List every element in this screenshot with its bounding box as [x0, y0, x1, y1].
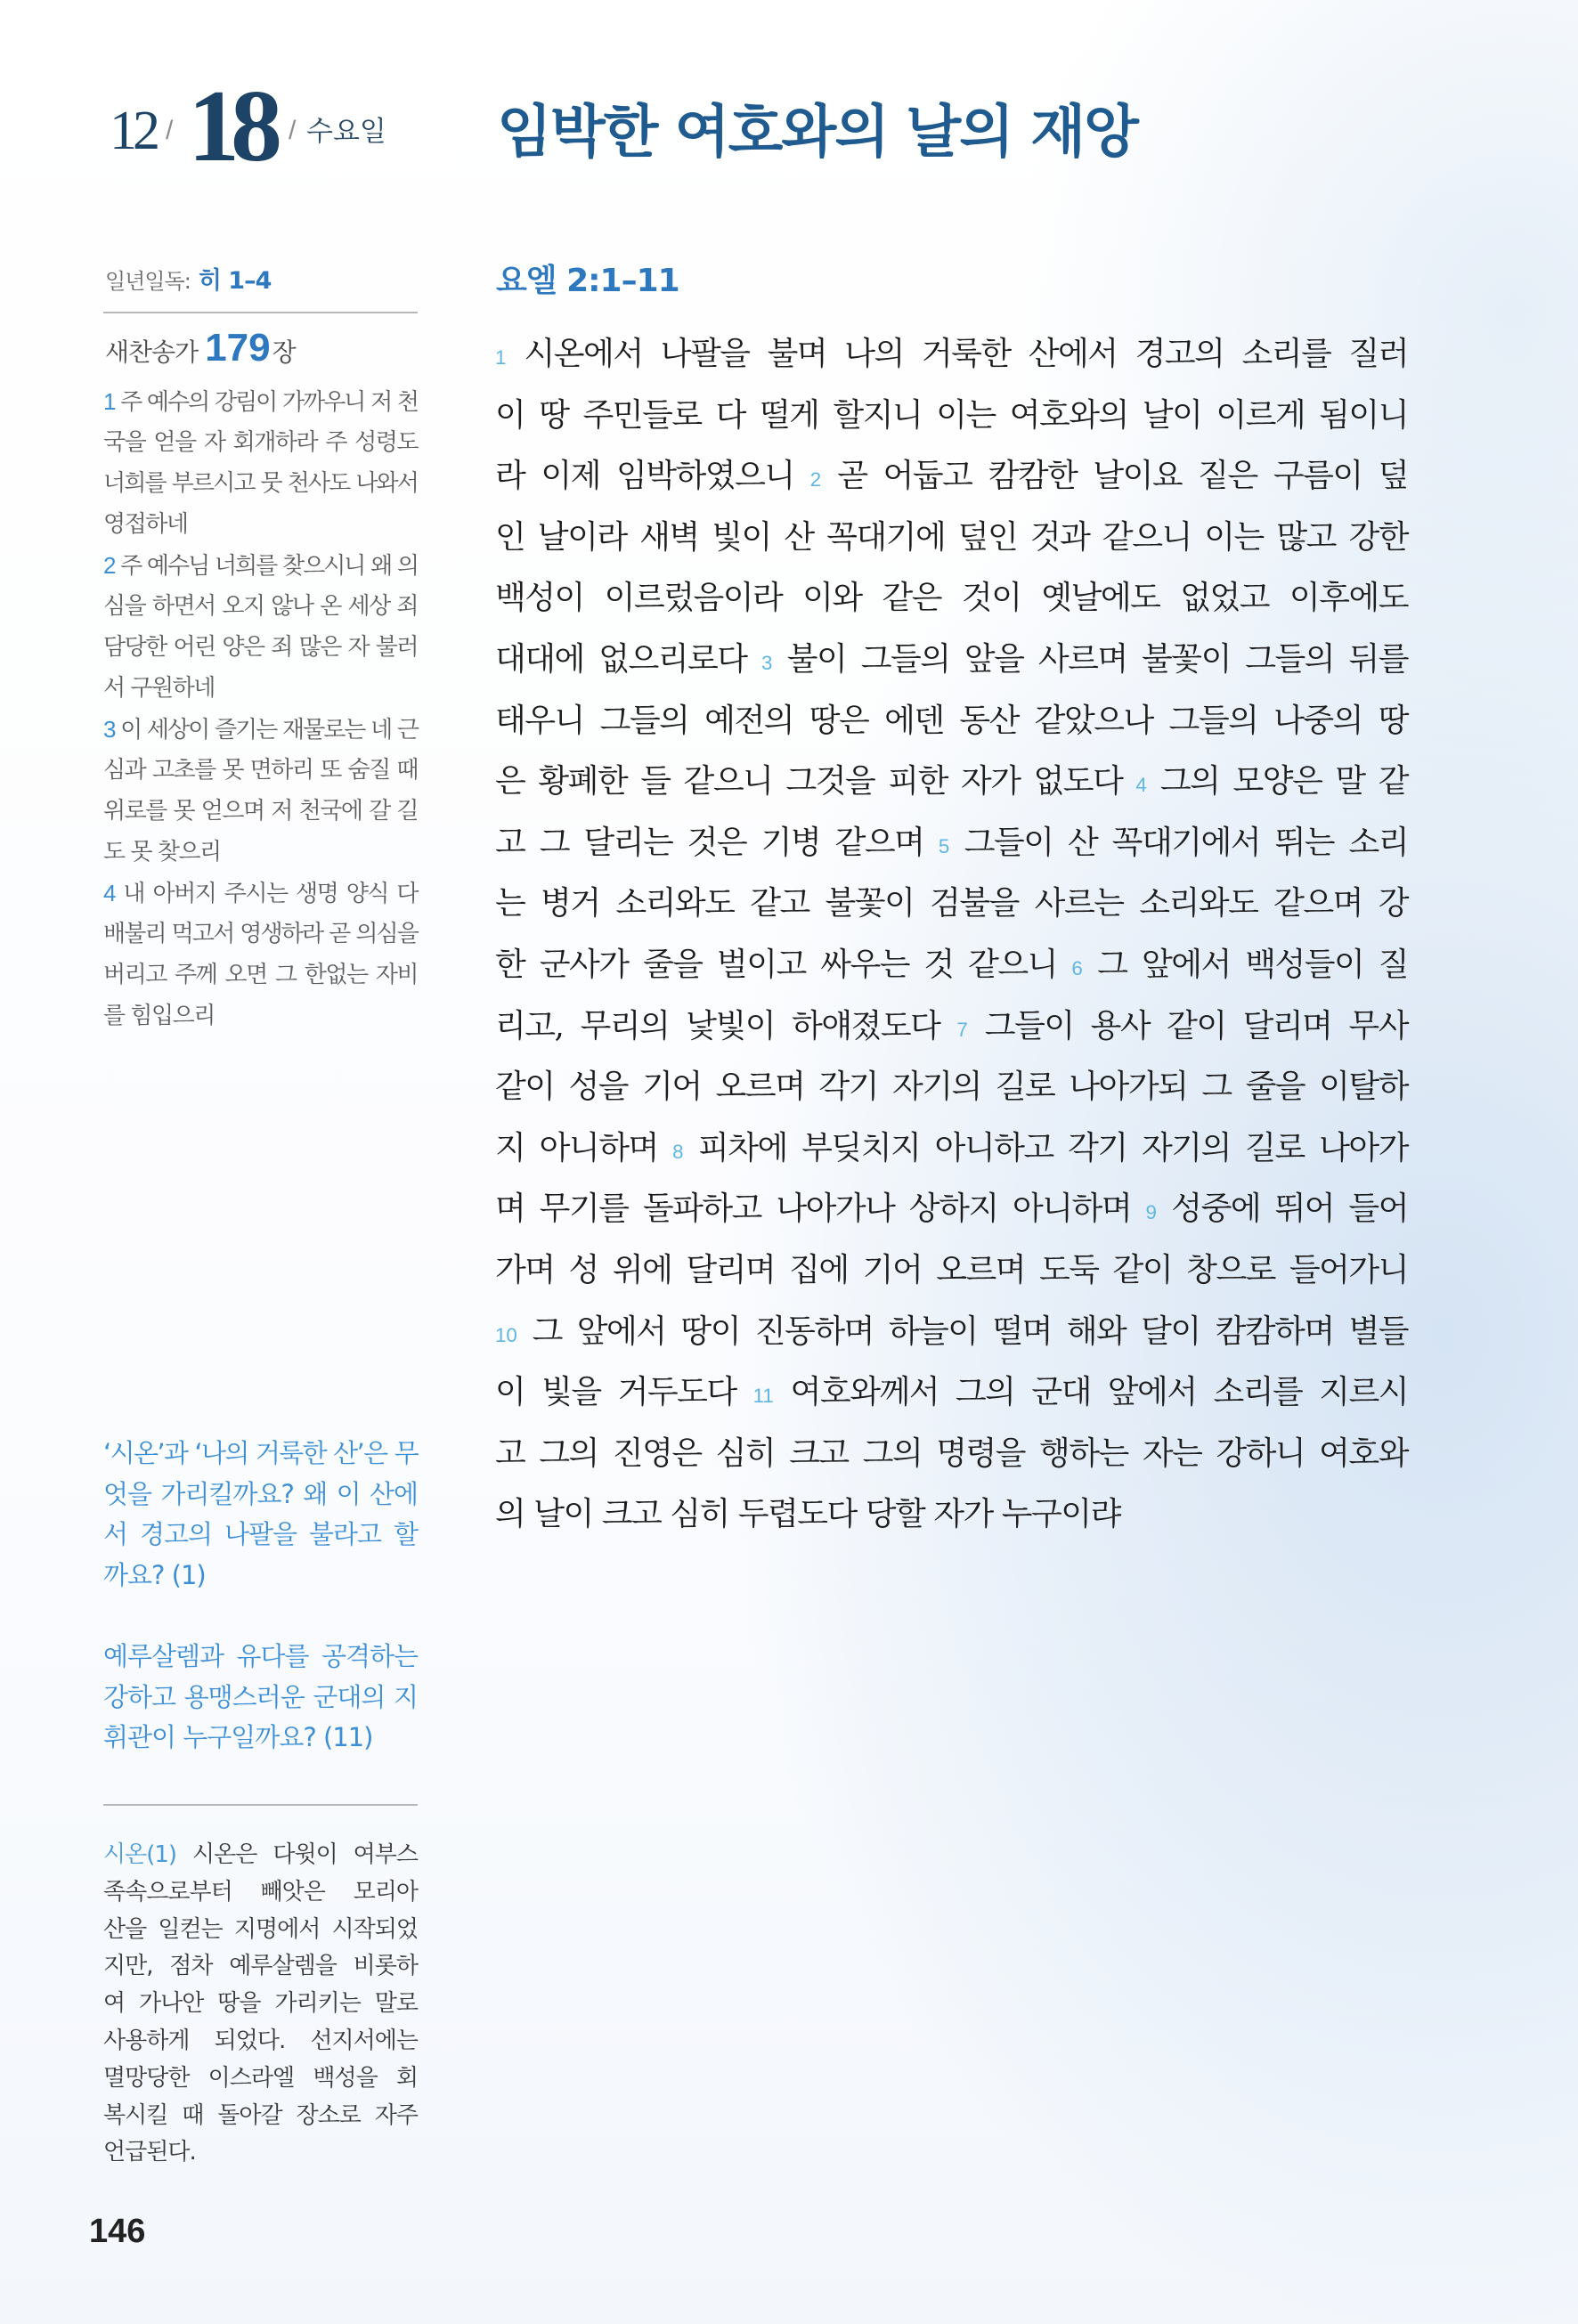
- scripture-segment: 리고, 무리의 낯빛이 하얘졌도다: [495, 1007, 940, 1044]
- divider: [103, 1804, 418, 1806]
- daily-reading-value: 히 1–4: [198, 267, 272, 295]
- hymn-line-text: 내 아버지 주시는 생명 양식 다: [123, 881, 419, 907]
- daily-reading-label: 일년일독:: [105, 269, 191, 294]
- hymn-line-text: 서 구원하네: [103, 675, 215, 702]
- verse-number: 2: [809, 468, 822, 492]
- note-line: 멸망당한 이스라엘 백성을 회: [103, 2064, 418, 2092]
- scripture-line: [495, 752, 1408, 813]
- hymn-heading: [105, 326, 297, 370]
- scripture-line: [495, 324, 1408, 386]
- date-weekday: 수요일: [306, 116, 386, 148]
- scripture-line: [495, 996, 1408, 1058]
- date-separator: /: [289, 116, 297, 145]
- hymn-line-text: 이 세상이 즐기는 재물로는 네 근: [120, 717, 418, 744]
- scripture-segment: 불이 그들의 앞을 사르며 불꽃이 그들의 뒤를: [786, 640, 1408, 678]
- scripture-segment: 이 땅 주민들로 다 떨게 할지니 이는 여호와의 날이 이르게 됨이니: [495, 396, 1408, 434]
- scripture-segment: 는 병거 소리와도 같고 불꽃이 검불을 사르는 소리와도 같으며 강: [495, 885, 1408, 922]
- scripture-segment: 같이 성을 기어 오르며 각기 자기의 길로 나아가되 그 줄을 이탈하: [495, 1069, 1408, 1106]
- note-line: 복시킬 때 돌아갈 장소로 자주: [103, 2101, 418, 2129]
- hymn-line: [103, 627, 418, 668]
- hymn-line: [103, 791, 418, 832]
- note-line: 언급된다.: [103, 2139, 196, 2166]
- verse-number: 7: [956, 1018, 968, 1041]
- hymn-line-text: 버리고 주께 오면 그 한없는 자비: [103, 962, 418, 988]
- verse-number: 9: [1145, 1201, 1157, 1224]
- note-line: 사용하게 되었다. 선지서에는: [103, 2027, 418, 2054]
- hymn-number: 179: [205, 326, 271, 370]
- hymn-line-text: 주 예수의 강림이 가까우니 저 천: [120, 389, 418, 416]
- page-title: 임박한 여호와의 날의 재앙: [497, 99, 1137, 166]
- note-line: 족속으로부터 빼앗은 모리아: [103, 1878, 418, 1906]
- scripture-segment: 그의 모양은 말 같: [1159, 763, 1409, 800]
- scripture-segment: 그들이 용사 같이 달리며 무사: [984, 1007, 1408, 1044]
- verse-number: 1: [495, 346, 507, 369]
- hymn-line-text: 를 힘입으리: [103, 1003, 215, 1029]
- scripture-line: [495, 874, 1408, 935]
- verse-number: 11: [752, 1385, 774, 1408]
- scripture-segment: 그 앞에서 땅이 진동하며 하늘이 떨며 해와 달이 캄캄하며 별들: [532, 1312, 1408, 1350]
- scripture-segment: 가며 성 위에 달리며 집에 기어 오르며 도둑 같이 창으로 들어가니: [495, 1251, 1408, 1288]
- note-line-text: 시온은 다윗이 여부스: [192, 1841, 419, 1868]
- question-line: 예루살렘과 유다를 공격하는: [103, 1641, 418, 1671]
- date-day: 18: [188, 69, 273, 183]
- hymn-line: [103, 381, 418, 422]
- scripture-segment: 백성이 이르렀음이라 이와 같은 것이 옛날에도 없었고 이후에도: [495, 580, 1408, 617]
- scripture-segment: 대대에 없으리로다: [495, 640, 747, 678]
- scripture-segment: 의 날이 크고 심히 두렵도다 당할 자가 누구이랴: [495, 1496, 1120, 1533]
- scripture-line: [495, 935, 1408, 996]
- scripture-line: [495, 1484, 1408, 1546]
- note-line: 지만, 점차 예루살렘을 비롯하: [103, 1953, 418, 1980]
- passage-reference: 요엘 2:1–11: [496, 263, 679, 299]
- note-term: 시온(1): [103, 1841, 177, 1868]
- hymn-lyrics: [103, 381, 418, 1036]
- scripture-segment: 태우니 그들의 예전의 땅은 에덴 동산 같았으나 그들의 나중의 땅: [495, 702, 1408, 739]
- verse-number: 5: [938, 834, 950, 857]
- scripture-segment: 그들이 산 꼭대기에서 뛰는 소리: [964, 824, 1409, 861]
- hymn-line: [103, 955, 418, 995]
- question-line: 강하고 용맹스러운 군대의 지: [103, 1681, 418, 1712]
- hymn-line: [103, 873, 418, 914]
- scripture-line: [495, 508, 1408, 569]
- hymn-line: [103, 463, 418, 504]
- hymn-label: 새찬송가: [105, 337, 199, 367]
- hymn-line-text: 담당한 어린 양은 죄 많은 자 불러: [103, 634, 418, 661]
- scripture-segment: 시온에서 나팔을 불며 나의 거룩한 산에서 경고의 소리를 질러: [524, 336, 1408, 372]
- scripture-segment: 지 아니하며: [495, 1129, 658, 1166]
- scripture-line: [495, 1057, 1408, 1118]
- date-month: 12: [110, 101, 156, 161]
- scripture-text: [495, 324, 1408, 1546]
- scripture-segment: 인 날이라 새벽 빛이 산 꼭대기에 덮인 것과 같으니 이는 많고 강한: [495, 518, 1408, 556]
- note-line: [103, 1837, 418, 1874]
- scripture-line: [495, 1240, 1408, 1302]
- question-line: 엇을 가리킬까요? 왜 이 산에: [103, 1478, 418, 1509]
- verse-number: 10: [495, 1323, 517, 1346]
- scripture-segment: 피차에 부딪치지 아니하고 각기 자기의 길로 나아가: [697, 1129, 1408, 1166]
- question-line: ‘시온’과 ‘나의 거룩한 산’은 무: [103, 1438, 418, 1468]
- scripture-segment: 고 그의 진영은 심히 크고 그의 명령을 행하는 자는 강하니 여호와: [495, 1434, 1408, 1472]
- hymn-line: [103, 586, 418, 627]
- hymn-line-text: 주 예수님 너희를 찾으시니 왜 의: [120, 553, 418, 580]
- scripture-line: [495, 630, 1408, 691]
- hymn-line-text: 배불리 먹고서 영생하라 곧 의심을: [103, 921, 418, 947]
- hymn-line: [103, 422, 418, 463]
- note-line: 여 가나안 땅을 가리키는 말로: [103, 1990, 418, 2018]
- reflection-question-1: [103, 1434, 418, 1596]
- scripture-line: [495, 1179, 1408, 1240]
- scripture-segment: 한 군사가 줄을 벌이고 싸우는 것 같으니: [495, 946, 1057, 983]
- scripture-segment: 고 그 달리는 것은 기병 같으며: [495, 824, 924, 861]
- divider: [103, 312, 418, 313]
- verse-number: 3: [761, 651, 773, 674]
- hymn-line: [103, 750, 418, 791]
- hymn-line: [103, 504, 418, 545]
- scripture-segment: 그 앞에서 백성들이 질: [1097, 946, 1409, 983]
- hymn-line: [103, 995, 418, 1036]
- note-line: 산을 일컫는 지명에서 시작되었: [103, 1915, 418, 1943]
- verse-number: 8: [672, 1140, 684, 1163]
- hymn-line-text: 심과 고초를 못 면하리 또 숨질 때: [103, 757, 418, 784]
- scripture-segment: 곧 어둡고 캄캄한 날이요 짙은 구름이 덮: [837, 458, 1409, 495]
- scripture-line: [495, 568, 1408, 630]
- hymn-suffix: 장: [272, 337, 297, 367]
- stanza-number: 3: [103, 716, 115, 743]
- scripture-segment: 이 빛을 거두도다: [495, 1374, 736, 1411]
- scripture-line: [495, 1302, 1408, 1363]
- scripture-segment: 라 이제 임박하였으니: [495, 458, 794, 495]
- scripture-line: [495, 813, 1408, 874]
- hymn-line: [103, 545, 418, 586]
- scripture-line: [495, 1424, 1408, 1485]
- scripture-segment: 며 무기를 돌파하고 나아가나 상하지 아니하며: [495, 1190, 1132, 1228]
- scripture-segment: 성중에 뛰어 들어: [1171, 1190, 1408, 1228]
- hymn-line-text: 너희를 부르시고 뭇 천사도 나와서: [103, 470, 418, 497]
- daily-reading: [105, 265, 271, 297]
- scripture-line: [495, 1362, 1408, 1424]
- scripture-line: [495, 446, 1408, 508]
- hymn-line: [103, 914, 418, 955]
- hymn-line: [103, 709, 418, 750]
- glossary-note: [103, 1837, 418, 2172]
- stanza-number: 1: [103, 388, 115, 415]
- question-line: 서 경고의 나팔을 불라고 할: [103, 1519, 418, 1549]
- page-number: 146: [89, 2213, 146, 2250]
- stanza-number: 4: [103, 880, 115, 906]
- question-line: 까요? (1): [103, 1559, 206, 1590]
- scripture-segment: 은 황폐한 들 같으니 그것을 피한 자가 없도다: [495, 763, 1123, 800]
- hymn-line: [103, 832, 418, 873]
- scripture-line: [495, 386, 1408, 447]
- hymn-line-text: 영접하네: [103, 511, 188, 538]
- hymn-line-text: 심을 하면서 오지 않나 온 세상 죄: [103, 593, 418, 620]
- reflection-question-2: [103, 1637, 418, 1759]
- scripture-segment: 여호와께서 그의 군대 앞에서 소리를 지르시: [790, 1374, 1408, 1411]
- hymn-line-text: 국을 얻을 자 회개하라 주 성령도: [103, 429, 418, 456]
- hymn-line-text: 위로를 못 얻으며 저 천국에 갈 길: [103, 798, 418, 825]
- hymn-line-text: 도 못 찾으리: [103, 839, 221, 865]
- stanza-number: 2: [103, 552, 115, 579]
- question-line: 휘관이 누구일까요? (11): [103, 1722, 373, 1752]
- verse-number: 4: [1135, 774, 1147, 797]
- scripture-line: [495, 691, 1408, 752]
- scripture-line: [495, 1118, 1408, 1180]
- date-separator: /: [166, 116, 174, 145]
- verse-number: 6: [1071, 956, 1083, 979]
- hymn-line: [103, 668, 418, 709]
